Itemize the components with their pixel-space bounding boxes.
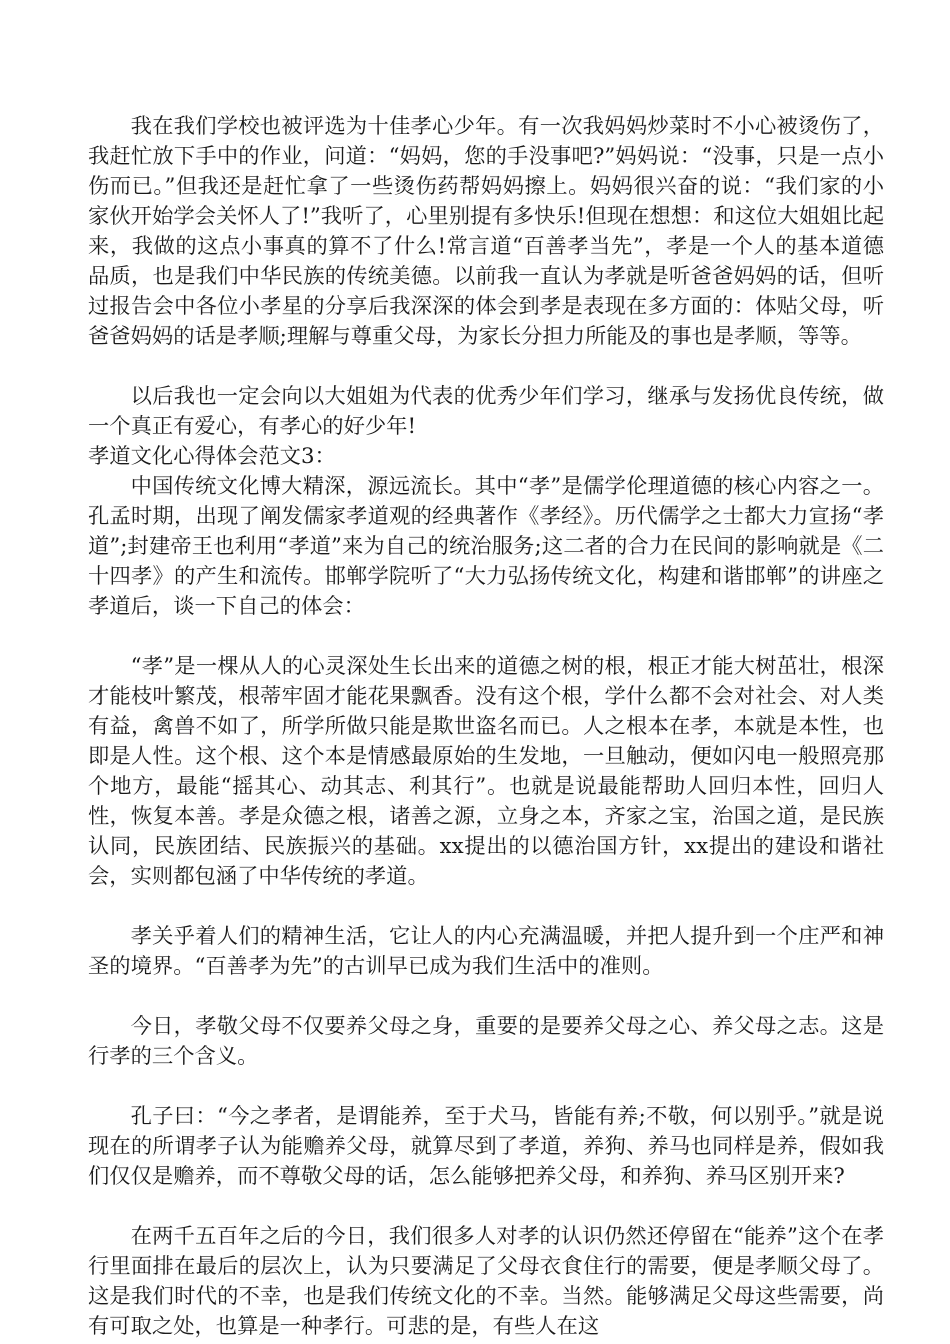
paragraph-2: 以后我也一定会向以大姐姐为代表的优秀少年们学习，继承与发扬优良传统，做一个真正有爱心，有孝心的好少年! bbox=[88, 384, 884, 439]
paragraph-7: 孔子曰：“今之孝者，是谓能养，至于犬马，皆能有养;不敬，何以别乎。”就是说现在的所谓孝子认为能赡养父母，就算尽到了孝道，养狗、养马也同样是养，假如我们仅仅是赡养，而不尊敬父母的话，怎么能够把养父母，和养狗、养马区别开来? bbox=[88, 1104, 884, 1189]
paragraph-6: 今日，孝敬父母不仅要养父母之身，重要的是要养父母之心、养父母之志。这是行孝的三个含义。 bbox=[88, 1014, 884, 1069]
section-heading: 孝道文化心得体会范文3： bbox=[88, 444, 336, 469]
paragraph-4: “孝”是一棵从人的心灵深处生长出来的道德之树的根，根正才能大树茁壮，根深才能枝叶繁茂，根蒂牢固才能花果飘香。没有这个根，学什么都不会对社会、对人类有益，禽兽不如了，所学所做只能是欺世盗名而已。人之根本在孝，本就是本性，也即是人性。这个根、这个本是情感最原始的生发地，一旦触动，便如闪电一般照亮那个地方，最能“摇其心、动其志、利其行”。也就是说最能帮助人回归本性，回归人性，恢复本善。孝是众德之根，诸善之源，立身之本，齐家之宝，治国之道，是民族认同，民族团结、民族振兴的基础。xx提出的以德治国方针，xx提出的建设和谐社会，实则都包涵了中华传统的孝道。 bbox=[88, 654, 884, 889]
paragraph-1: 我在我们学校也被评选为十佳孝心少年。有一次我妈妈炒菜时不小心被烫伤了，我赶忙放下手中的作业，问道：“妈妈，您的手没事吧?”妈妈说：“没事，只是一点小伤而已。”但我还是赶忙拿了一些烫伤药帮妈妈擦上。妈妈很兴奋的说：“我们家的小家伙开始学会关怀人了!”我听了，心里别提有多快乐!但现在想想：和这位大姐姐比起来，我做的这点小事真的算不了什么!常言道“百善孝当先”，孝是一个人的基本道德品质，也是我们中华民族的传统美德。以前我一直认为孝就是听爸爸妈妈的话，但听过报告会中各位小孝星的分享后我深深的体会到孝是表现在多方面的：体贴父母，听爸爸妈妈的话是孝顺;理解与尊重父母，为家长分担力所能及的事也是孝顺，等等。 bbox=[88, 114, 884, 349]
document-body bbox=[88, 112, 884, 1342]
paragraph-3: 中国传统文化博大精深，源远流长。其中“孝”是儒学伦理道德的核心内容之一。孔孟时期，出现了阐发儒家孝道观的经典著作《孝经》。历代儒学之士都大力宣扬“孝道”;封建帝王也利用“孝道”来为自己的统治服务;这二者的合力在民间的影响就是《二十四孝》的产生和流传。邯郸学院听了“大力弘扬传统文化，构建和谐邯郸”的讲座之孝道后，谈一下自己的体会： bbox=[88, 474, 884, 619]
paragraph-5: 孝关乎着人们的精神生活，它让人的内心充满温暖，并把人提升到一个庄严和神圣的境界。“百善孝为先”的古训早已成为我们生活中的准则。 bbox=[88, 924, 884, 979]
paragraph-8: 在两千五百年之后的今日，我们很多人对孝的认识仍然还停留在“能养”这个在孝行里面排在最后的层次上，认为只要满足了父母衣食住行的需要，便是孝顺父母了。这是我们时代的不幸，也是我们传统文化的不幸。当然。能够满足父母这些需要，尚有可取之处，也算是一种孝行。可悲的是，有些人在这 bbox=[88, 1224, 884, 1339]
